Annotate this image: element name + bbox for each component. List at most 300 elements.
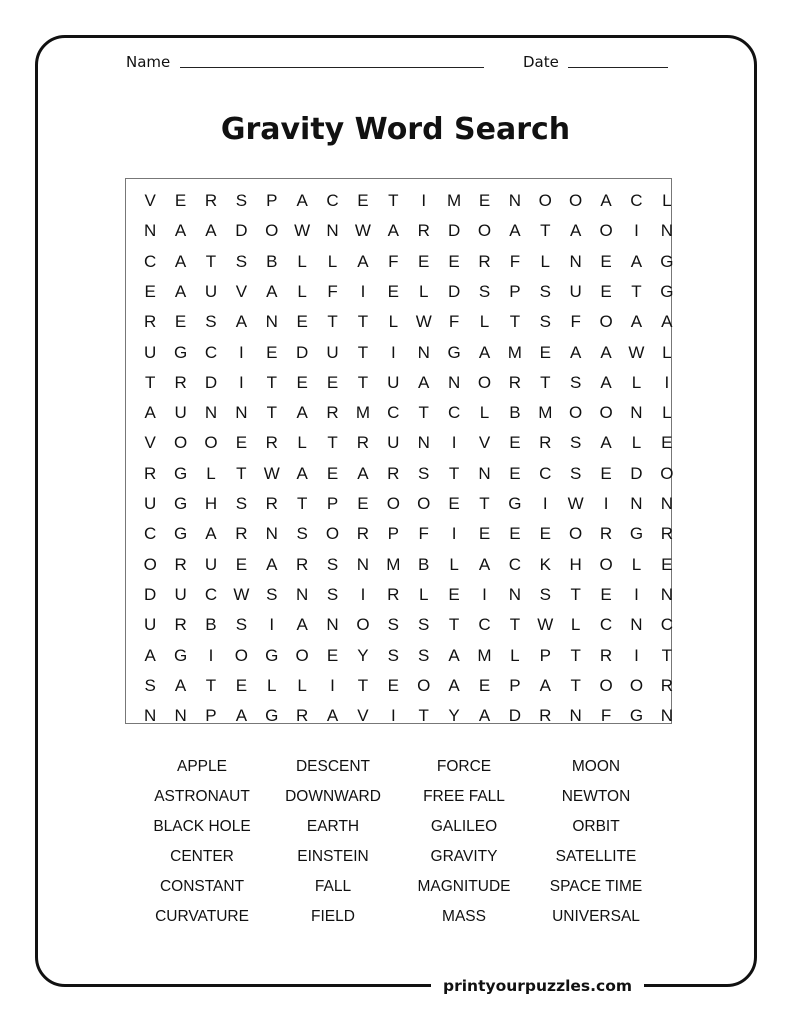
grid-cell[interactable]: E <box>509 524 521 544</box>
grid-cell[interactable]: G <box>173 342 188 362</box>
grid-cell[interactable]: O <box>599 312 613 332</box>
grid-cell[interactable]: L <box>297 251 307 271</box>
grid-cell[interactable]: I <box>421 191 427 210</box>
grid-cell[interactable]: Y <box>448 706 460 726</box>
grid-cell[interactable]: N <box>265 312 278 332</box>
grid-cell[interactable]: S <box>296 524 308 544</box>
grid-cell[interactable]: L <box>479 403 490 423</box>
grid-cell[interactable]: R <box>387 463 400 483</box>
grid-cell[interactable]: A <box>600 342 612 362</box>
grid-cell[interactable]: G <box>660 281 674 301</box>
grid-cell[interactable]: R <box>660 524 673 544</box>
grid-cell[interactable]: A <box>478 706 491 726</box>
grid-cell[interactable]: F <box>600 706 612 726</box>
grid-cell[interactable]: I <box>603 494 609 513</box>
grid-cell[interactable]: N <box>144 706 157 726</box>
grid-cell[interactable]: T <box>540 221 551 241</box>
grid-cell[interactable]: W <box>294 221 311 241</box>
grid-cell[interactable]: S <box>235 251 248 271</box>
grid-cell[interactable]: A <box>296 403 308 423</box>
grid-cell[interactable]: E <box>539 524 551 544</box>
grid-cell[interactable]: V <box>357 706 369 726</box>
grid-cell[interactable]: L <box>631 372 642 392</box>
grid-cell[interactable]: U <box>387 372 400 392</box>
grid-cell[interactable]: E <box>509 463 521 483</box>
grid-cell[interactable]: C <box>508 554 522 574</box>
grid-cell[interactable]: S <box>326 554 339 574</box>
grid-cell[interactable]: A <box>478 554 491 574</box>
grid-cell[interactable]: A <box>174 281 187 301</box>
grid-cell[interactable]: N <box>569 706 582 726</box>
grid-cell[interactable]: N <box>660 494 673 513</box>
grid-cell[interactable]: L <box>418 584 429 604</box>
grid-cell[interactable]: D <box>296 342 309 362</box>
grid-cell[interactable]: A <box>326 706 339 726</box>
grid-cell[interactable]: E <box>418 251 430 271</box>
grid-cell[interactable]: A <box>387 221 399 241</box>
grid-cell[interactable]: R <box>204 191 218 210</box>
grid-cell[interactable]: O <box>569 403 583 423</box>
grid-cell[interactable]: C <box>204 342 218 362</box>
grid-cell[interactable]: W <box>415 312 432 332</box>
grid-cell[interactable]: E <box>144 281 156 301</box>
grid-cell[interactable]: O <box>204 433 218 453</box>
grid-cell[interactable]: R <box>660 675 673 695</box>
grid-cell[interactable]: V <box>144 191 156 210</box>
grid-cell[interactable]: A <box>235 706 248 726</box>
grid-cell[interactable]: L <box>418 281 429 301</box>
grid-cell[interactable]: U <box>204 281 218 301</box>
grid-cell[interactable]: S <box>569 433 582 453</box>
grid-cell[interactable]: A <box>266 554 278 574</box>
grid-cell[interactable]: C <box>478 615 491 635</box>
grid-cell[interactable]: I <box>239 372 244 392</box>
grid-cell[interactable]: L <box>510 645 520 665</box>
grid-cell[interactable]: A <box>539 675 551 695</box>
grid-cell[interactable]: T <box>540 372 551 392</box>
grid-cell[interactable]: S <box>418 615 430 635</box>
grid-cell[interactable]: E <box>235 675 248 695</box>
grid-cell[interactable]: G <box>508 494 522 513</box>
grid-cell[interactable]: S <box>266 584 278 604</box>
grid-cell[interactable]: I <box>542 494 548 513</box>
grid-cell[interactable]: U <box>144 615 157 635</box>
grid-cell[interactable]: L <box>540 251 550 271</box>
grid-cell[interactable]: O <box>234 645 248 665</box>
grid-cell[interactable]: A <box>296 615 308 635</box>
date-field-line[interactable] <box>568 67 668 68</box>
grid-cell[interactable]: C <box>630 191 643 210</box>
grid-cell[interactable]: O <box>173 433 188 453</box>
grid-cell[interactable]: L <box>662 191 672 210</box>
grid-cell[interactable]: I <box>451 524 457 544</box>
grid-cell[interactable]: S <box>235 191 248 210</box>
grid-cell[interactable]: E <box>448 494 460 513</box>
grid-cell[interactable]: C <box>387 403 400 423</box>
grid-cell[interactable]: F <box>418 524 429 544</box>
grid-cell[interactable]: T <box>145 372 156 392</box>
grid-cell[interactable]: O <box>569 191 583 210</box>
grid-cell[interactable]: N <box>296 584 309 604</box>
grid-cell[interactable]: B <box>509 403 521 423</box>
grid-cell[interactable]: O <box>629 675 644 695</box>
grid-cell[interactable]: A <box>174 221 187 241</box>
grid-cell[interactable]: E <box>174 312 187 332</box>
grid-cell[interactable]: R <box>296 554 309 574</box>
grid-cell[interactable]: U <box>174 403 187 423</box>
grid-cell[interactable]: S <box>539 312 551 332</box>
grid-cell[interactable]: O <box>477 372 492 392</box>
grid-cell[interactable]: W <box>263 463 280 483</box>
grid-cell[interactable]: N <box>660 584 673 604</box>
grid-cell[interactable]: N <box>508 584 522 604</box>
grid-cell[interactable]: C <box>326 191 339 210</box>
grid-cell[interactable]: E <box>448 584 460 604</box>
grid-cell[interactable]: A <box>600 372 612 392</box>
grid-cell[interactable]: T <box>327 433 338 453</box>
grid-cell[interactable]: O <box>660 463 674 483</box>
grid-cell[interactable]: I <box>482 584 487 604</box>
grid-cell[interactable]: E <box>387 281 399 301</box>
grid-cell[interactable]: N <box>326 221 339 241</box>
grid-cell[interactable]: C <box>539 463 552 483</box>
grid-cell[interactable]: N <box>660 706 673 726</box>
grid-cell[interactable]: S <box>144 675 156 695</box>
grid-cell[interactable]: D <box>204 372 218 392</box>
grid-cell[interactable]: I <box>330 675 335 695</box>
grid-cell[interactable]: L <box>662 403 672 423</box>
grid-cell[interactable]: O <box>143 554 157 574</box>
grid-cell[interactable]: R <box>356 524 370 544</box>
grid-cell[interactable]: L <box>479 312 490 332</box>
grid-cell[interactable]: S <box>205 312 217 332</box>
grid-cell[interactable]: I <box>634 584 639 604</box>
grid-cell[interactable]: I <box>208 645 214 665</box>
grid-cell[interactable]: I <box>451 433 457 453</box>
grid-cell[interactable]: L <box>449 554 459 574</box>
grid-cell[interactable]: F <box>448 312 460 332</box>
grid-cell[interactable]: P <box>539 645 551 665</box>
grid-cell[interactable]: M <box>355 403 371 423</box>
grid-cell[interactable]: A <box>296 463 308 483</box>
grid-cell[interactable]: E <box>326 463 339 483</box>
grid-cell[interactable]: I <box>239 342 244 362</box>
grid-cell[interactable]: G <box>173 494 188 513</box>
grid-cell[interactable]: F <box>570 312 581 332</box>
grid-cell[interactable]: T <box>418 403 429 423</box>
grid-cell[interactable]: R <box>539 706 552 726</box>
grid-cell[interactable]: G <box>173 463 188 483</box>
grid-cell[interactable]: L <box>631 433 642 453</box>
grid-cell[interactable]: U <box>144 494 157 513</box>
grid-cell[interactable]: S <box>235 494 248 513</box>
grid-cell[interactable]: F <box>509 251 521 271</box>
grid-cell[interactable]: G <box>173 524 188 544</box>
grid-cell[interactable]: O <box>295 645 309 665</box>
grid-cell[interactable]: C <box>204 584 218 604</box>
grid-cell[interactable]: T <box>357 675 369 695</box>
grid-cell[interactable]: T <box>509 312 521 332</box>
grid-cell[interactable]: G <box>629 524 644 544</box>
grid-cell[interactable]: E <box>266 342 278 362</box>
grid-cell[interactable]: R <box>265 494 278 513</box>
grid-cell[interactable]: O <box>599 675 613 695</box>
grid-cell[interactable]: M <box>477 645 492 665</box>
grid-cell[interactable]: E <box>600 584 612 604</box>
grid-cell[interactable]: T <box>509 615 521 635</box>
grid-cell[interactable]: R <box>356 433 370 453</box>
grid-cell[interactable]: P <box>266 191 278 210</box>
grid-cell[interactable]: F <box>327 281 338 301</box>
grid-cell[interactable]: D <box>144 584 157 604</box>
grid-cell[interactable]: G <box>629 706 644 726</box>
grid-cell[interactable]: A <box>630 312 643 332</box>
grid-cell[interactable]: R <box>417 221 430 241</box>
grid-cell[interactable]: A <box>266 281 278 301</box>
grid-cell[interactable]: O <box>265 221 279 241</box>
grid-cell[interactable]: G <box>660 251 674 271</box>
grid-cell[interactable]: A <box>600 191 612 210</box>
grid-cell[interactable]: L <box>327 251 338 271</box>
grid-cell[interactable]: T <box>357 312 369 332</box>
grid-cell[interactable]: A <box>205 524 217 544</box>
grid-cell[interactable]: A <box>448 645 460 665</box>
grid-cell[interactable]: V <box>235 281 248 301</box>
grid-cell[interactable]: R <box>599 524 613 544</box>
grid-cell[interactable]: O <box>477 221 492 241</box>
grid-cell[interactable]: O <box>325 524 340 544</box>
grid-cell[interactable]: U <box>326 342 339 362</box>
grid-cell[interactable]: I <box>390 342 396 362</box>
grid-cell[interactable]: E <box>600 251 612 271</box>
grid-cell[interactable]: B <box>418 554 430 574</box>
grid-cell[interactable]: T <box>570 584 581 604</box>
grid-cell[interactable]: P <box>509 281 521 301</box>
grid-cell[interactable]: N <box>660 221 673 241</box>
grid-cell[interactable]: T <box>448 463 460 483</box>
grid-cell[interactable]: A <box>661 312 673 332</box>
grid-cell[interactable]: A <box>144 403 156 423</box>
grid-cell[interactable]: P <box>205 706 217 726</box>
grid-cell[interactable]: L <box>631 554 642 574</box>
grid-cell[interactable]: S <box>387 645 399 665</box>
grid-cell[interactable]: S <box>539 584 551 604</box>
grid-cell[interactable]: M <box>447 191 462 210</box>
grid-cell[interactable]: C <box>144 251 157 271</box>
grid-cell[interactable]: O <box>599 554 613 574</box>
grid-cell[interactable]: S <box>326 584 339 604</box>
grid-cell[interactable]: E <box>448 251 460 271</box>
grid-cell[interactable]: N <box>447 372 461 392</box>
grid-cell[interactable]: C <box>447 403 461 423</box>
grid-cell[interactable]: N <box>356 554 370 574</box>
grid-cell[interactable]: O <box>599 403 613 423</box>
grid-cell[interactable]: U <box>387 433 400 453</box>
grid-cell[interactable]: O <box>417 675 431 695</box>
grid-cell[interactable]: A <box>448 675 460 695</box>
grid-cell[interactable]: T <box>327 312 338 332</box>
grid-cell[interactable]: L <box>662 342 672 362</box>
grid-cell[interactable]: G <box>173 645 188 665</box>
grid-cell[interactable]: N <box>478 463 491 483</box>
grid-cell[interactable]: E <box>661 554 673 574</box>
name-field-line[interactable] <box>180 67 484 68</box>
grid-cell[interactable]: E <box>600 463 612 483</box>
grid-cell[interactable]: E <box>478 675 491 695</box>
grid-cell[interactable]: M <box>538 403 553 423</box>
grid-cell[interactable]: M <box>507 342 522 362</box>
grid-cell[interactable]: A <box>630 251 643 271</box>
grid-cell[interactable]: E <box>600 281 612 301</box>
grid-cell[interactable]: Y <box>357 645 369 665</box>
grid-cell[interactable]: K <box>539 554 551 574</box>
grid-cell[interactable]: U <box>204 554 218 574</box>
grid-cell[interactable]: M <box>386 554 401 574</box>
grid-cell[interactable]: A <box>418 372 430 392</box>
grid-cell[interactable]: O <box>386 494 400 513</box>
grid-cell[interactable]: T <box>448 615 460 635</box>
grid-cell[interactable]: N <box>417 342 430 362</box>
grid-cell[interactable]: L <box>297 675 307 695</box>
grid-cell[interactable]: A <box>357 251 369 271</box>
grid-cell[interactable]: I <box>360 584 366 604</box>
grid-cell[interactable]: A <box>478 342 491 362</box>
grid-cell[interactable]: A <box>569 342 582 362</box>
grid-cell[interactable]: E <box>509 433 521 453</box>
grid-cell[interactable]: P <box>509 675 521 695</box>
grid-cell[interactable]: I <box>269 615 275 635</box>
grid-cell[interactable]: A <box>357 463 369 483</box>
grid-cell[interactable]: E <box>357 494 369 513</box>
grid-cell[interactable]: W <box>537 615 554 635</box>
grid-cell[interactable]: A <box>174 675 187 695</box>
grid-cell[interactable]: A <box>509 221 521 241</box>
grid-cell[interactable]: I <box>360 281 366 301</box>
grid-cell[interactable]: L <box>206 463 216 483</box>
grid-cell[interactable]: R <box>326 403 339 423</box>
grid-cell[interactable]: N <box>569 251 582 271</box>
grid-cell[interactable]: W <box>567 494 584 513</box>
grid-cell[interactable]: I <box>634 221 639 241</box>
grid-cell[interactable]: N <box>508 191 522 210</box>
grid-cell[interactable]: A <box>296 191 308 210</box>
grid-cell[interactable]: N <box>174 706 187 726</box>
grid-cell[interactable]: N <box>326 615 339 635</box>
grid-cell[interactable]: F <box>388 251 399 271</box>
grid-cell[interactable]: T <box>357 372 369 392</box>
grid-cell[interactable]: E <box>174 191 187 210</box>
grid-cell[interactable]: I <box>664 372 670 392</box>
grid-cell[interactable]: R <box>387 584 400 604</box>
grid-cell[interactable]: H <box>204 494 218 513</box>
grid-cell[interactable]: U <box>174 584 187 604</box>
grid-cell[interactable]: E <box>478 191 491 210</box>
grid-cell[interactable]: R <box>144 463 157 483</box>
grid-cell[interactable]: B <box>205 615 217 635</box>
grid-cell[interactable]: G <box>447 342 461 362</box>
grid-cell[interactable]: T <box>388 191 399 210</box>
grid-cell[interactable]: E <box>296 372 308 392</box>
grid-cell[interactable]: T <box>266 372 277 392</box>
grid-cell[interactable]: C <box>599 615 613 635</box>
grid-cell[interactable]: R <box>508 372 522 392</box>
grid-cell[interactable]: N <box>630 494 643 513</box>
grid-cell[interactable]: S <box>478 281 491 301</box>
grid-cell[interactable]: A <box>569 221 582 241</box>
grid-cell[interactable]: T <box>570 675 581 695</box>
grid-cell[interactable]: D <box>447 281 461 301</box>
grid-cell[interactable]: D <box>235 221 248 241</box>
grid-cell[interactable]: R <box>235 524 248 544</box>
grid-cell[interactable]: E <box>326 372 339 392</box>
grid-cell[interactable]: V <box>478 433 491 453</box>
grid-cell[interactable]: R <box>599 645 613 665</box>
grid-cell[interactable]: O <box>599 221 613 241</box>
grid-cell[interactable]: H <box>569 554 582 574</box>
grid-cell[interactable]: T <box>479 494 490 513</box>
grid-cell[interactable]: E <box>478 524 491 544</box>
grid-cell[interactable]: S <box>418 463 430 483</box>
grid-cell[interactable]: U <box>144 342 157 362</box>
grid-cell[interactable]: T <box>570 645 581 665</box>
grid-cell[interactable]: D <box>508 706 522 726</box>
grid-cell[interactable]: L <box>570 615 581 635</box>
grid-cell[interactable]: S <box>569 463 582 483</box>
grid-cell[interactable]: T <box>661 645 673 665</box>
grid-cell[interactable]: A <box>235 312 248 332</box>
grid-cell[interactable]: N <box>265 524 278 544</box>
grid-cell[interactable]: N <box>144 221 157 241</box>
grid-cell[interactable]: R <box>174 372 187 392</box>
grid-cell[interactable]: P <box>387 524 399 544</box>
grid-cell[interactable]: R <box>265 433 278 453</box>
grid-cell[interactable]: S <box>539 281 551 301</box>
grid-cell[interactable]: R <box>296 706 309 726</box>
grid-cell[interactable]: N <box>630 403 643 423</box>
grid-cell[interactable]: L <box>297 281 307 301</box>
grid-cell[interactable]: E <box>296 312 308 332</box>
grid-cell[interactable]: O <box>538 191 552 210</box>
grid-cell[interactable]: E <box>661 433 673 453</box>
grid-cell[interactable]: L <box>297 433 307 453</box>
grid-cell[interactable]: N <box>235 403 248 423</box>
grid-cell[interactable]: T <box>296 494 308 513</box>
grid-cell[interactable]: D <box>630 463 643 483</box>
grid-cell[interactable]: V <box>144 433 156 453</box>
grid-cell[interactable]: N <box>417 433 430 453</box>
grid-cell[interactable]: T <box>418 706 429 726</box>
grid-cell[interactable]: E <box>235 433 248 453</box>
grid-cell[interactable]: G <box>265 645 279 665</box>
grid-cell[interactable]: R <box>174 615 187 635</box>
grid-cell[interactable]: O <box>356 615 370 635</box>
grid-cell[interactable]: W <box>354 221 371 241</box>
grid-cell[interactable]: T <box>631 281 642 301</box>
grid-cell[interactable]: O <box>569 524 583 544</box>
grid-cell[interactable]: S <box>387 615 399 635</box>
grid-cell[interactable]: C <box>660 615 673 635</box>
grid-cell[interactable]: R <box>174 554 187 574</box>
grid-cell[interactable]: B <box>266 251 278 271</box>
grid-cell[interactable]: E <box>387 675 399 695</box>
grid-cell[interactable]: I <box>390 706 396 726</box>
grid-cell[interactable]: D <box>447 221 461 241</box>
grid-cell[interactable]: C <box>144 524 157 544</box>
grid-cell[interactable]: O <box>417 494 431 513</box>
grid-cell[interactable]: T <box>205 675 217 695</box>
grid-cell[interactable]: R <box>539 433 552 453</box>
grid-cell[interactable]: L <box>388 312 399 332</box>
